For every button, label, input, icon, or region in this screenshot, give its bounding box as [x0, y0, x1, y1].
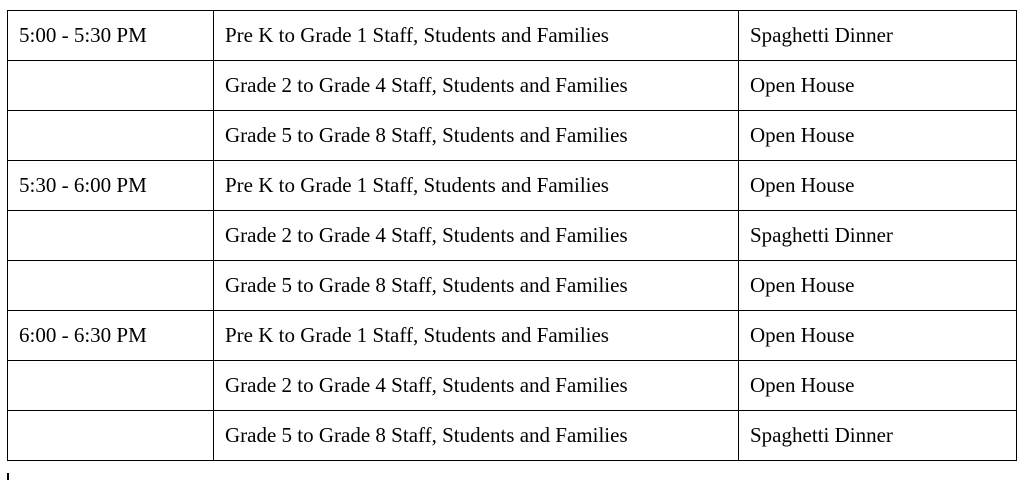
time-slot-cell [8, 211, 214, 261]
event-cell: Open House [739, 311, 1017, 361]
table-row [8, 361, 1017, 411]
event-cell: Open House [739, 261, 1017, 311]
group-cell: Grade 5 to Grade 8 Staff, Students and Families [214, 261, 739, 311]
group-cell: Grade 2 to Grade 4 Staff, Students and Families [214, 361, 739, 411]
event-cell: Open House [739, 161, 1017, 211]
group-cell: Pre K to Grade 1 Staff, Students and Families [214, 11, 739, 61]
cursor-caret [7, 473, 9, 480]
time-slot-cell [8, 111, 214, 161]
table-row [8, 411, 1017, 461]
event-cell: Spaghetti Dinner [739, 411, 1017, 461]
event-cell: Open House [739, 361, 1017, 411]
time-slot-cell: 6:00 - 6:30 PM [8, 311, 214, 361]
group-cell: Grade 5 to Grade 8 Staff, Students and Families [214, 411, 739, 461]
group-cell: Pre K to Grade 1 Staff, Students and Families [214, 161, 739, 211]
schedule-table [7, 10, 1017, 461]
group-cell: Grade 2 to Grade 4 Staff, Students and Families [214, 61, 739, 111]
event-cell: Open House [739, 61, 1017, 111]
table-row [8, 111, 1017, 161]
table-row [8, 211, 1017, 261]
group-cell: Grade 2 to Grade 4 Staff, Students and Families [214, 211, 739, 261]
time-slot-cell [8, 411, 214, 461]
table-row [8, 161, 1017, 211]
group-cell: Pre K to Grade 1 Staff, Students and Families [214, 311, 739, 361]
table-row [8, 11, 1017, 61]
time-slot-cell: 5:00 - 5:30 PM [8, 11, 214, 61]
time-slot-cell [8, 361, 214, 411]
group-cell: Grade 5 to Grade 8 Staff, Students and Families [214, 111, 739, 161]
event-cell: Spaghetti Dinner [739, 211, 1017, 261]
table-row [8, 61, 1017, 111]
time-slot-cell: 5:30 - 6:00 PM [8, 161, 214, 211]
time-slot-cell [8, 61, 214, 111]
schedule-table-body [8, 11, 1017, 461]
table-row [8, 311, 1017, 361]
event-cell: Spaghetti Dinner [739, 11, 1017, 61]
event-cell: Open House [739, 111, 1017, 161]
table-row [8, 261, 1017, 311]
time-slot-cell [8, 261, 214, 311]
